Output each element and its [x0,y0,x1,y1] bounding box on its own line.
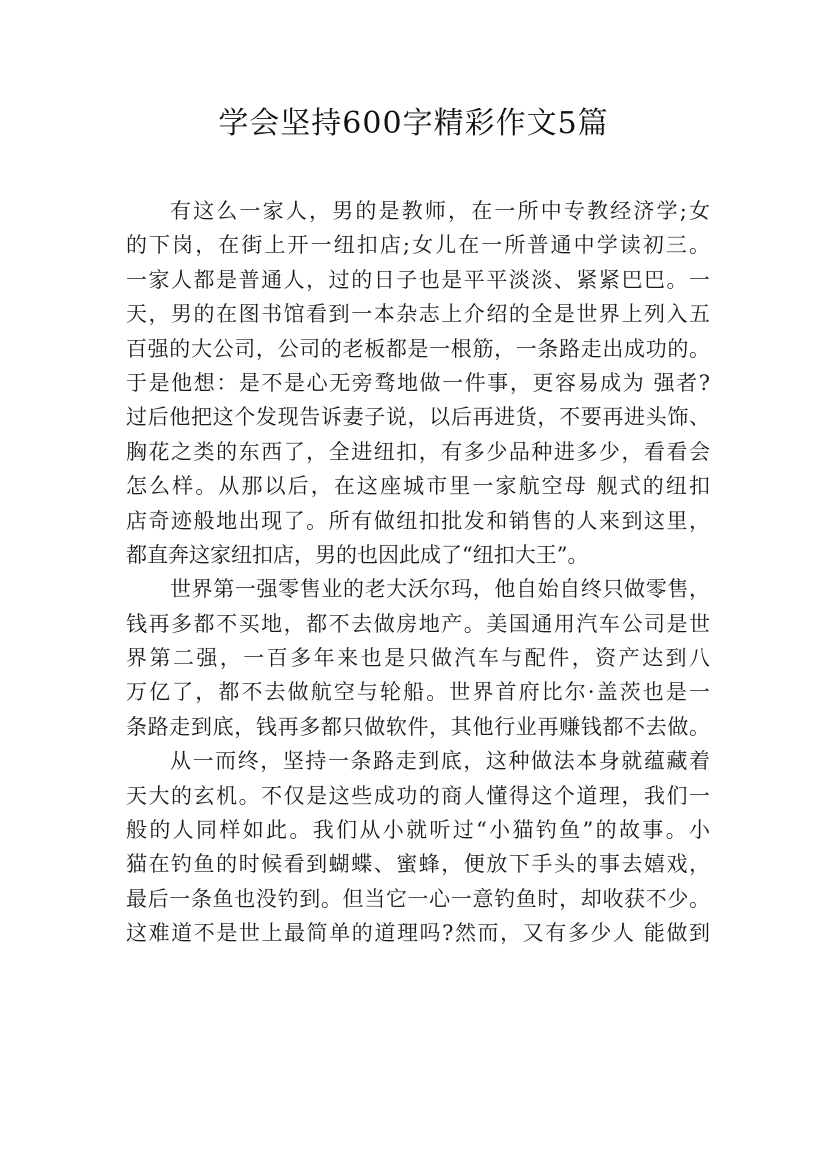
text-line: 猫在钓鱼的时候看到蝴蝶、蜜蜂，便放下手头的事去嬉戏， [126,852,710,877]
article-body [126,194,710,951]
text-line: 胸花之类的东西了，全进纽扣，有多少品种进多少，看看会 [126,439,710,464]
text-line: 的下岗，在街上开一纽扣店;女儿在一所普通中学读初三。 [126,233,710,258]
page-title: 学会坚持600字精彩作文5篇 [218,106,609,141]
text-line: 最后一条鱼也没钓到。但当它一心一意钓鱼时，却收获不少。 [126,886,710,911]
text-line: 于是他想：是不是心无旁骛地做一件事，更容易成为 强者? [126,370,710,395]
text-line: 钱再多都不买地，都不去做房地产。美国通用汽车公司是世 [126,611,710,636]
text-line: 过后他把这个发现告诉妻子说，以后再进货，不要再进头饰、 [126,405,710,430]
text-line: 世界第一强零售业的老大沃尔玛，他自始自终只做零售， [170,577,710,602]
text-line: 界第二强，一百多年来也是只做汽车与配件，资产达到八 [126,646,710,671]
text-line: 一家人都是普通人，过的日子也是平平淡淡、紧紧巴巴。一 [126,267,710,292]
text-line: 怎么样。从那以后，在这座城市里一家航空母 舰式的纽扣 [126,474,710,499]
text-line: 有这么一家人，男的是教师，在一所中专教经济学;女 [170,199,710,223]
text-line: 从一而终，坚持一条路走到底，这种做法本身就蕴藏着 [170,749,710,774]
text-line: 都直奔这家纽扣店，男的也因此成了“纽扣大王”。 [126,542,589,567]
text-line: 条路走到底，钱再多都只做软件，其他行业再赚钱都不去做。 [126,714,710,739]
text-line: 般的人同样如此。我们从小就听过“小猫钓鱼”的故事。小 [126,818,710,843]
text-line: 店奇迹般地出现了。所有做纽扣批发和销售的人来到这里， [126,508,710,533]
text-line: 万亿了，都不去做航空与轮船。世界首府比尔·盖茨也是一 [126,680,710,705]
text-line: 天大的玄机。不仅是这些成功的商人懂得这个道理，我们一 [126,783,710,808]
text-line: 天，男的在图书馆看到一本杂志上介绍的全是世界上列入五 [126,302,710,327]
text-line: 这难道不是世上最简单的道理吗?然而，又有多少人 能做到 [126,921,710,946]
text-line: 百强的大公司，公司的老板都是一根筋，一条路走出成功的。 [126,336,710,361]
